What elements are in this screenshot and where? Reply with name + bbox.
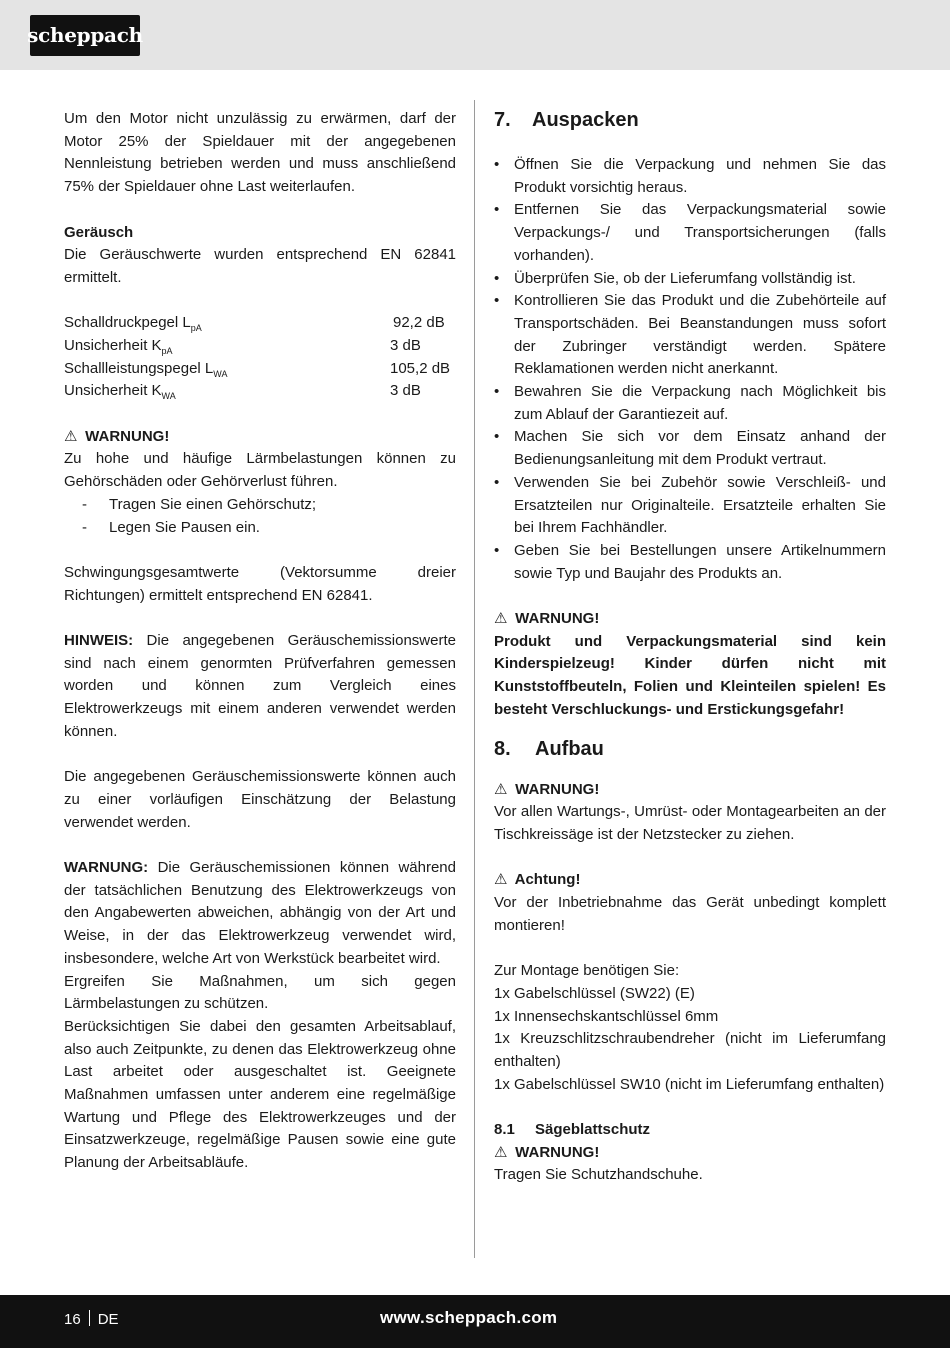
list-item: • Machen Sie sich vor dem Einsatz anhand der Bedienungsanleitung mit dem Produkt vertraut. — [494, 428, 886, 469]
noise-label-sub: WA — [213, 368, 228, 379]
noise-heading: Geräusch — [64, 223, 134, 241]
warning-triangle-icon: ⚠ — [494, 780, 508, 798]
noise-label-sub: pA — [190, 323, 202, 334]
scheppach-logo[interactable]: scheppach — [30, 15, 140, 56]
consider-text: Berücksichtigen Sie dabei den gesamten Arbeitsablauf, also auch Zeitpunkte, zu denen das Elektrowerkzeug ohne Last arbeitet oder ausgeschaltet ist. Geeignete Maßnahmen umfassen unter anderem eine regelmäßige Wartung und Pflege des Elektrowerkzeuges und der Einsatzwerkzeuge, regelmäßige Pausen sowie eine gute Planung der Arbeitsabläufe. — [64, 1017, 456, 1172]
noise-value: 92,2 dB — [393, 314, 445, 332]
section-title: Aufbau — [535, 737, 604, 760]
warnung-text: Die Geräuschemissionen können während der tatsächlichen Benutzung des Elektrowerkzeugs von den Angabewerten abweichen, abhängig von der Art und Weise, in der das Elektrowerkzeug verwendet wird, insbesondere, welche Art von Werkstück bearbeitet wird. — [64, 859, 456, 967]
list-item: • Verwenden Sie bei Zubehör sowie Verschleiß- und Ersatzteilen nur Originalteile. Ersatzteile erhalten Sie bei Ihrem Fachhändler. — [494, 473, 886, 537]
motor-intro-text: Um den Motor nicht unzulässig zu erwärmen, darf der Motor 25% der Spieldauer mit der angegebenen Nennleistung betrieben werden und muss anschließend 75% der Spieldauer ohne Last weiterlaufen. — [64, 110, 456, 196]
hinweis-text: Die angegebenen Geräuschemissionswerte sind nach einem genormten Prüfverfahren gemessen worden und können zum Vergleich eines Elektrowerkzeugs mit einem anderen verwendet werden können. — [64, 632, 456, 740]
vibration-text: Schwingungsgesamtwerte (Vektorsumme dreier Richtungen) ermittelt entsprechend EN 62841. — [64, 563, 456, 604]
language-code: DE — [97, 1311, 119, 1328]
noise-label: Unsicherheit K — [64, 382, 162, 400]
warning-title: WARNUNG! — [515, 610, 600, 628]
right-column — [494, 108, 886, 1187]
warning-title: WARNUNG! — [85, 427, 170, 445]
section-8-heading — [494, 737, 886, 771]
measures-text: Ergreifen Sie Maßnahmen, um sich gegen Lärmbelastungen zu schützen. — [64, 972, 456, 1013]
noise-table — [64, 312, 456, 403]
tool-item: 1x Gabelschlüssel (SW22) (E) — [494, 984, 695, 1002]
table-row — [64, 358, 456, 381]
child-warning-text: Produkt und Verpackungsmaterial sind kein Kinderspielzeug! Kinder dürfen nicht mit Kunststoffbeuteln, Folien und Kleinteilen spielen! Es besteht Verschluckungs- und Erstickungsgefahr! — [494, 632, 886, 718]
list-item: - Legen Sie Pausen ein. — [64, 517, 456, 540]
column-divider — [474, 100, 475, 1258]
list-item: • Kontrollieren Sie das Produkt und die Zubehörteile auf Transportschäden. Bei Beanstandungen muss sofort der Zubringer verständigt werden. Spätere Reklamationen werden nicht anerkannt. — [494, 292, 886, 378]
header-band — [0, 0, 950, 70]
caution-title: Achtung! — [514, 871, 581, 889]
tool-item: 1x Innensechskantschlüssel 6mm — [494, 1007, 719, 1025]
subsection-title: Sägeblattschutz — [535, 1121, 651, 1139]
caution-heading — [494, 869, 886, 892]
section-7-heading — [494, 108, 886, 142]
unpack-list — [494, 154, 886, 585]
noise-label: Schallleistungspegel L — [64, 359, 214, 377]
maintenance-warning-text: Vor allen Wartungs-, Umrüst- oder Montagearbeiten an der Tischkreissäge ist der Netzstecker zu ziehen. — [494, 803, 886, 843]
gloves-text: Tragen Sie Schutzhandschuhe. — [494, 1166, 703, 1184]
warning-heading — [494, 608, 886, 631]
page-number: 16 — [64, 1311, 81, 1328]
warnung-paragraph — [64, 857, 456, 971]
list-item-text: Legen Sie Pausen ein. — [109, 518, 260, 536]
hinweis-paragraph — [64, 630, 456, 744]
noise-label: Unsicherheit K — [64, 336, 162, 354]
warning-triangle-icon: ⚠ — [494, 610, 508, 628]
list-item: • Bewahren Sie die Verpackung nach Möglichkeit bis zum Ablauf der Garantiezeit auf. — [494, 383, 886, 423]
list-item: • Überprüfen Sie, ob der Lieferumfang vollständig ist. — [494, 269, 856, 287]
page-separator — [89, 1310, 90, 1326]
caution-text: Vor der Inbetriebnahme das Gerät unbedingt komplett montieren! — [494, 894, 886, 934]
warning-text: Zu hohe und häufige Lärmbelastungen können zu Gehörschäden oder Gehörverlust führen. — [64, 450, 456, 491]
noise-value: 3 dB — [390, 382, 421, 400]
warning-heading — [494, 1142, 886, 1165]
footer-band — [0, 1295, 950, 1348]
tool-item: 1x Kreuzschlitzschraubendreher (nicht im Lieferumfang enthalten) — [494, 1030, 886, 1070]
hinweis-label: HINWEIS: — [64, 632, 134, 650]
list-item: • Geben Sie bei Bestellungen unsere Artikelnummern sowie Typ und Baujahr des Produkts an. — [494, 541, 886, 582]
emission-text: Die angegebenen Geräuschemissionswerte können auch zu einer vorläufigen Einschätzung der Belastung verwendet werden. — [64, 768, 456, 831]
warning-heading — [494, 779, 886, 802]
section-8-1-heading — [494, 1119, 886, 1142]
noise-value: 105,2 dB — [390, 359, 451, 377]
list-item: • Entfernen Sie das Verpackungsmaterial sowie Verpackungs-/ und Transportsicherungen (falls vorhanden). — [494, 201, 886, 264]
table-row — [64, 335, 456, 358]
left-column — [64, 108, 456, 1175]
noise-value: 3 dB — [390, 336, 421, 354]
warning-title: WARNUNG! — [515, 1143, 600, 1161]
noise-text: Die Geräuschwerte wurden entsprechend EN 62841 ermittelt. — [64, 246, 456, 286]
table-row — [64, 312, 456, 335]
section-number: 7. — [494, 109, 511, 131]
list-item: - Tragen Sie einen Gehörschutz; — [64, 494, 456, 517]
website-link[interactable]: www.scheppach.com — [380, 1308, 558, 1327]
table-row — [64, 380, 456, 403]
noise-label-sub: WA — [161, 391, 176, 402]
noise-label-sub: pA — [161, 345, 173, 356]
warning-triangle-icon: ⚠ — [494, 871, 508, 889]
warning-heading — [64, 426, 456, 449]
tool-item: 1x Gabelschlüssel SW10 (nicht im Lieferumfang enthalten) — [494, 1075, 885, 1093]
noise-label: Schalldruckpegel L — [64, 314, 191, 332]
warnung-label: WARNUNG: — [64, 859, 149, 877]
section-title: Auspacken — [532, 109, 639, 131]
subsection-number: 8.1 — [494, 1121, 515, 1139]
warning-triangle-icon: ⚠ — [494, 1143, 508, 1161]
page-indicator — [64, 1309, 119, 1332]
tools-intro: Zur Montage benötigen Sie: — [494, 962, 680, 980]
section-number: 8. — [494, 737, 511, 760]
list-item: • Öffnen Sie die Verpackung und nehmen Sie das Produkt vorsichtig heraus. — [494, 156, 886, 196]
warning-title: WARNUNG! — [515, 780, 600, 798]
warning-triangle-icon: ⚠ — [64, 427, 78, 445]
list-item-text: Tragen Sie einen Gehörschutz; — [109, 495, 317, 513]
